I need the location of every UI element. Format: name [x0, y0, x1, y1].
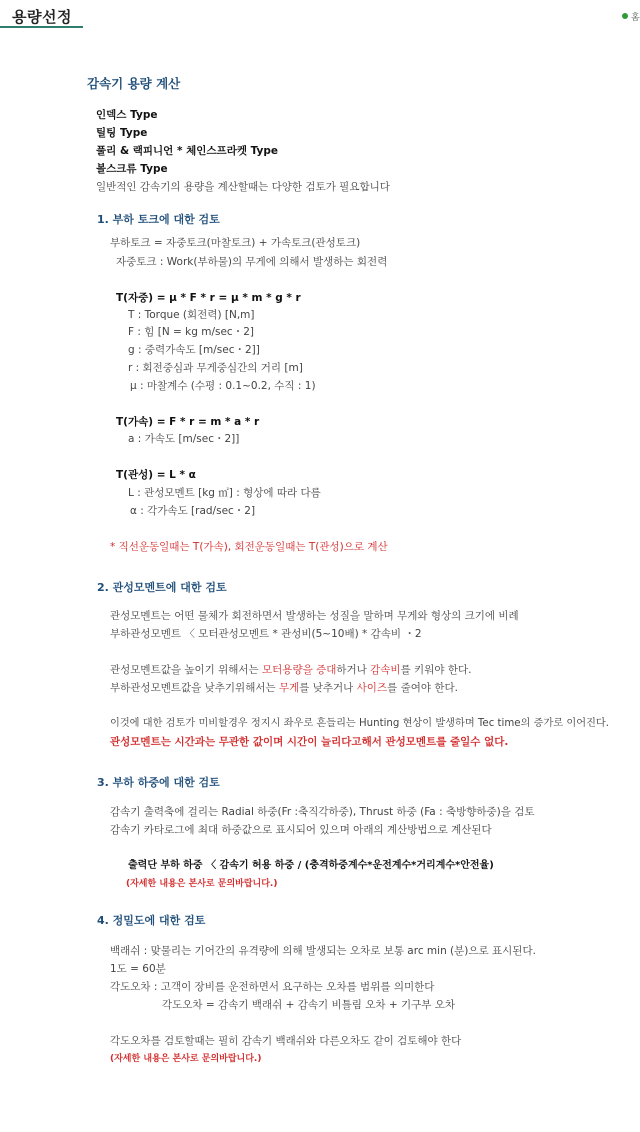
formula-self-weight: T(자중) = μ * F * r = μ * m * g * r	[116, 292, 301, 304]
s4-p3: 각도오차 : 고객이 장비를 운전하면서 요구하는 오차를 범위를 의미한다	[110, 981, 435, 993]
s3-p2: 감속기 카타로그에 최대 하중값으로 표시되어 있으며 아래의 계산방법으로 계산된다	[110, 824, 492, 836]
s1-line2: 자중토크 : Work(부하물)의 무게에 의해서 발생하는 회전력	[116, 256, 388, 268]
home-link[interactable]: 홈	[631, 13, 640, 23]
s3-p1: 감속기 출력축에 걸리는 Radial 하중(Fr :축직각하중), Thrust 하중 (Fa : 축방향하중)을 검토	[110, 806, 535, 818]
s4-note: (자세한 내용은 본사로 문의바랍니다.)	[110, 1054, 262, 1064]
intro-text: 일반적인 감속기의 용량을 계산할때는 다양한 검토가 필요합니다	[96, 181, 390, 193]
f3-item: L : 관성모멘트 [kg ㎡] : 형상에 따라 다름	[128, 487, 321, 499]
formula-inertia: T(관성) = L * α	[116, 469, 196, 481]
s3-formula: 출력단 부하 하중 〈 감속기 허용 하중 / (충격하중계수*운전계수*거리계수*안전율)	[128, 860, 494, 871]
s1-note: * 직선운동일때는 T(가속), 회전운동일때는 T(관성)으로 계산	[110, 541, 388, 553]
type-tilting: 틸팅 Type	[96, 127, 148, 139]
s3-note: (자세한 내용은 본사로 문의바랍니다.)	[126, 879, 278, 889]
home-bullet-icon	[622, 13, 628, 19]
f3-item: α : 각가속도 [rad/sec・2]	[130, 505, 256, 517]
formula-acceleration: T(가속) = F * r = m * a * r	[116, 416, 260, 428]
f1-item: T : Torque (회전력) [N,m]	[128, 309, 255, 321]
s2-p1: 관성모멘트는 어떤 물체가 회전하면서 발생하는 성질을 말하며 무게와 형상의 크기에 비례	[110, 610, 519, 622]
s2-p2: 부하관성모멘트 〈 모터관성모멘트 * 관성비(5~10배) * 감속비 ・2	[110, 628, 422, 640]
type-ballscrew: 볼스크류 Type	[96, 163, 168, 175]
page-title: 용량선정	[12, 8, 72, 26]
section-4-heading: 4. 정밀도에 대한 검토	[97, 914, 206, 927]
s4-p1: 백래쉬 : 맞물리는 기어간의 유격량에 의해 발생되는 오차로 보통 arc min (분)으로 표시된다.	[110, 945, 536, 957]
doc-title: 감속기 용량 계산	[87, 76, 181, 91]
section-3-heading: 3. 부하 하중에 대한 검토	[97, 776, 220, 789]
s1-line1: 부하토크 = 자중토크(마찰토크) + 가속토크(관성토크)	[110, 237, 361, 249]
f1-item: F : 힘 [N = kg m/sec・2]	[128, 326, 254, 338]
section-1-heading: 1. 부하 토크에 대한 검토	[97, 213, 220, 226]
f2-item: a : 가속도 [m/sec・2]]	[128, 433, 240, 445]
section-2-heading: 2. 관성모멘트에 대한 검토	[97, 581, 227, 594]
f1-item: r : 회전중심과 무게중심간의 거리 [m]	[128, 362, 303, 374]
type-index: 인덱스 Type	[96, 109, 158, 121]
s2-p6: 관성모멘트는 시간과는 무관한 값이며 시간이 늘리다고해서 관성모멘트를 줄일수 없다.	[110, 736, 509, 748]
type-pulley: 풀리 & 랙피니언 * 체인스프라켓 Type	[96, 145, 279, 157]
f1-item: μ : 마찰계수 (수평 : 0.1~0.2, 수직 : 1)	[130, 380, 316, 392]
title-underline	[0, 26, 83, 28]
s4-p2: 1도 = 60분	[110, 963, 166, 975]
s4-p5: 각도오차를 검토할때는 필히 감속기 백래쉬와 다른오차도 같이 검토해야 한다	[110, 1035, 462, 1047]
s4-p4: 각도오차 = 감속기 백래쉬 + 감속기 비틀림 오차 + 기구부 오차	[162, 999, 456, 1011]
s2-p5: 이것에 대한 검토가 미비할경우 정지시 좌우로 흔들리는 Hunting 현상이 발생하며 Tec time의 증가로 이어진다.	[110, 718, 609, 729]
s2-p3: 관성모멘트값을 높이기 위해서는 모터용량을 증대하거나 감속비를 키워야 한다.	[110, 664, 472, 676]
f1-item: g : 중력가속도 [m/sec・2]]	[128, 344, 260, 356]
s2-p4: 부하관성모멘트값을 낮추기위해서는 무게를 낮추거나 사이즈를 줄여야 한다.	[110, 682, 458, 694]
